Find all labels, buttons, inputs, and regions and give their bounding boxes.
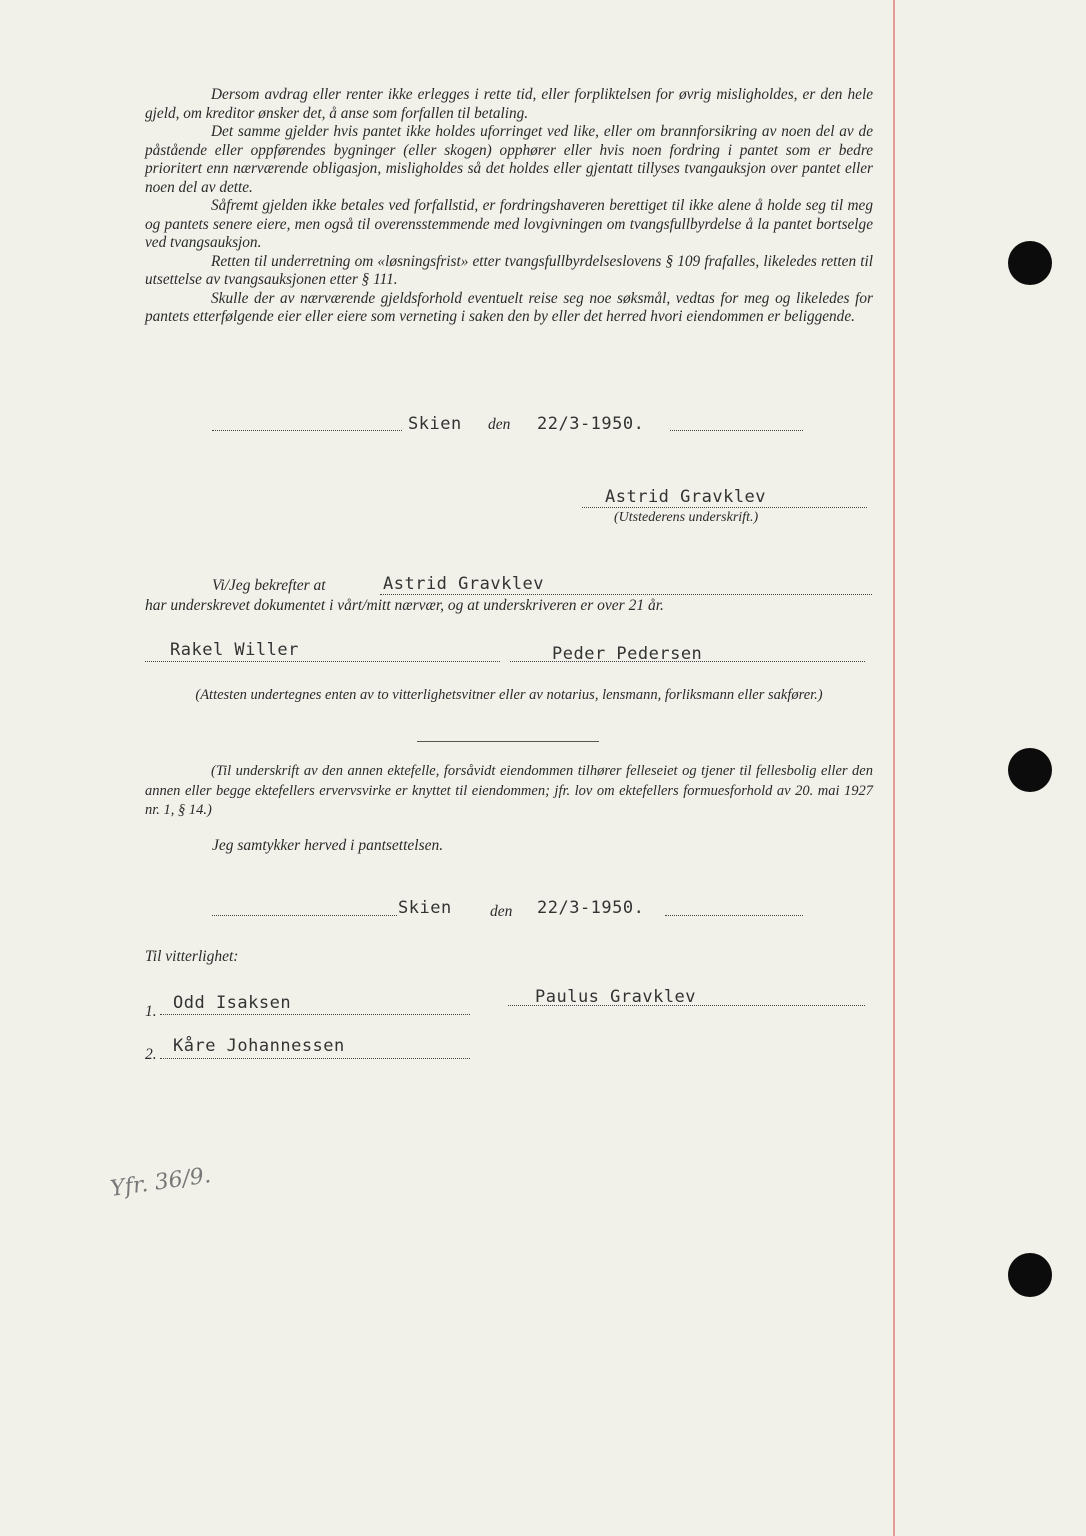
punch-hole bbox=[1008, 241, 1052, 285]
spouse-note: (Til underskrift av den annen ektefelle, forsåvidt eiendommen tilhører felleseiet og tjener til fellesbolig eller den annen eller begge ektefellers ervervsvirke er knyttet til eiendommen; jfr. lov om ektefellers formuesforhold av 20. mai 1927 nr. 1, § 14.) bbox=[145, 763, 873, 818]
issuer-signature: Astrid Gravklev bbox=[605, 487, 767, 507]
den-label: den bbox=[488, 416, 511, 433]
attestation-prefix: Vi/Jeg bekrefter at bbox=[212, 577, 326, 594]
clause: Skulle der av nærværende gjeldsforhold eventuelt reise seg noe søksmål, vedtas for meg og likeledes for pantets etterfølgende eier eller eiere som verneting i saken den by eller det herred hvori eiendommen er beliggende. bbox=[145, 289, 873, 325]
signature-line bbox=[145, 661, 500, 662]
clause: Såfremt gjelden ikke betales ved forfallstid, er fordringshaveren berettiget til ikke alene å holde seg til meg og pantets senere eiere, men også til overensstemmende med lovgivningen om tvangsfullbyrdelse å la pantet bortselge ved tvangsauksjon. bbox=[145, 197, 873, 251]
dotted-line bbox=[665, 915, 803, 916]
issuer-date: 22/3-1950. bbox=[537, 414, 645, 434]
dotted-line bbox=[212, 915, 397, 916]
witness-signature: Kåre Johannessen bbox=[173, 1036, 345, 1056]
attested-name: Astrid Gravklev bbox=[383, 574, 545, 594]
spouse-place: Skien bbox=[398, 898, 452, 918]
spouse-date: 22/3-1950. bbox=[537, 898, 645, 918]
divider bbox=[417, 741, 599, 742]
punch-hole bbox=[1008, 1253, 1052, 1297]
witness-signature: Peder Pedersen bbox=[552, 644, 703, 664]
den-label: den bbox=[490, 903, 513, 920]
witness-number: 2. bbox=[145, 1046, 157, 1063]
clause: Retten til underretning om «løsningsfrist» etter tvangsfullbyrdelseslovens § 109 frafalles, likeledes retten til utsettelse av tvangsauksjonen etter § 111. bbox=[145, 252, 873, 288]
spouse-signature: Paulus Gravklev bbox=[535, 987, 697, 1007]
witness-signature: Odd Isaksen bbox=[173, 993, 292, 1013]
margin-rule bbox=[893, 0, 895, 1536]
signature-line bbox=[508, 1005, 865, 1006]
signature-caption: (Utstederens underskrift.) bbox=[614, 510, 759, 525]
punch-hole bbox=[1008, 748, 1052, 792]
vitterlighet-label: Til vitterlighet: bbox=[145, 948, 239, 965]
dotted-line bbox=[212, 430, 402, 431]
terms-clauses bbox=[145, 86, 873, 327]
signature-line bbox=[160, 1058, 470, 1059]
witness-number: 1. bbox=[145, 1003, 157, 1020]
clause: Dersom avdrag eller renter ikke erlegges i rette tid, eller forpliktelsen for øvrig misligholdes, er den hele gjeld, om kreditor ønsker det, å anse som forfallen til betaling. bbox=[145, 86, 873, 122]
dotted-line bbox=[380, 594, 872, 595]
consent-text: Jeg samtykker herved i pantsettelsen. bbox=[212, 837, 444, 854]
issuer-place: Skien bbox=[408, 414, 462, 434]
witness-signature: Rakel Willer bbox=[170, 640, 299, 660]
margin-note-handwritten: Yfr. 36/9. bbox=[108, 1163, 213, 1202]
dotted-line bbox=[670, 430, 803, 431]
signature-line bbox=[510, 661, 865, 662]
attestation-note: (Attesten undertegnes enten av to vitterlighetsvitner eller av notarius, lensmann, forliksmann eller sakfører.) bbox=[195, 687, 823, 703]
signature-line bbox=[582, 507, 867, 508]
signature-line bbox=[160, 1014, 470, 1015]
attestation-statement: har underskrevet dokumentet i vårt/mitt nærvær, og at underskriveren er over 21 år. bbox=[145, 597, 664, 614]
clause: Det samme gjelder hvis pantet ikke holdes uforringet ved like, eller om brannforsikring av noen del av de påstående eller oppførendes bygninger (eller skogen) opphører eller hvis noen fordring i pantet som er bedre prioritert enn nærværende obligasjon, misligholdes så det holdes eller gjentatt tillyses tvangauksjon over pantet eller noen del av dette. bbox=[145, 123, 873, 196]
